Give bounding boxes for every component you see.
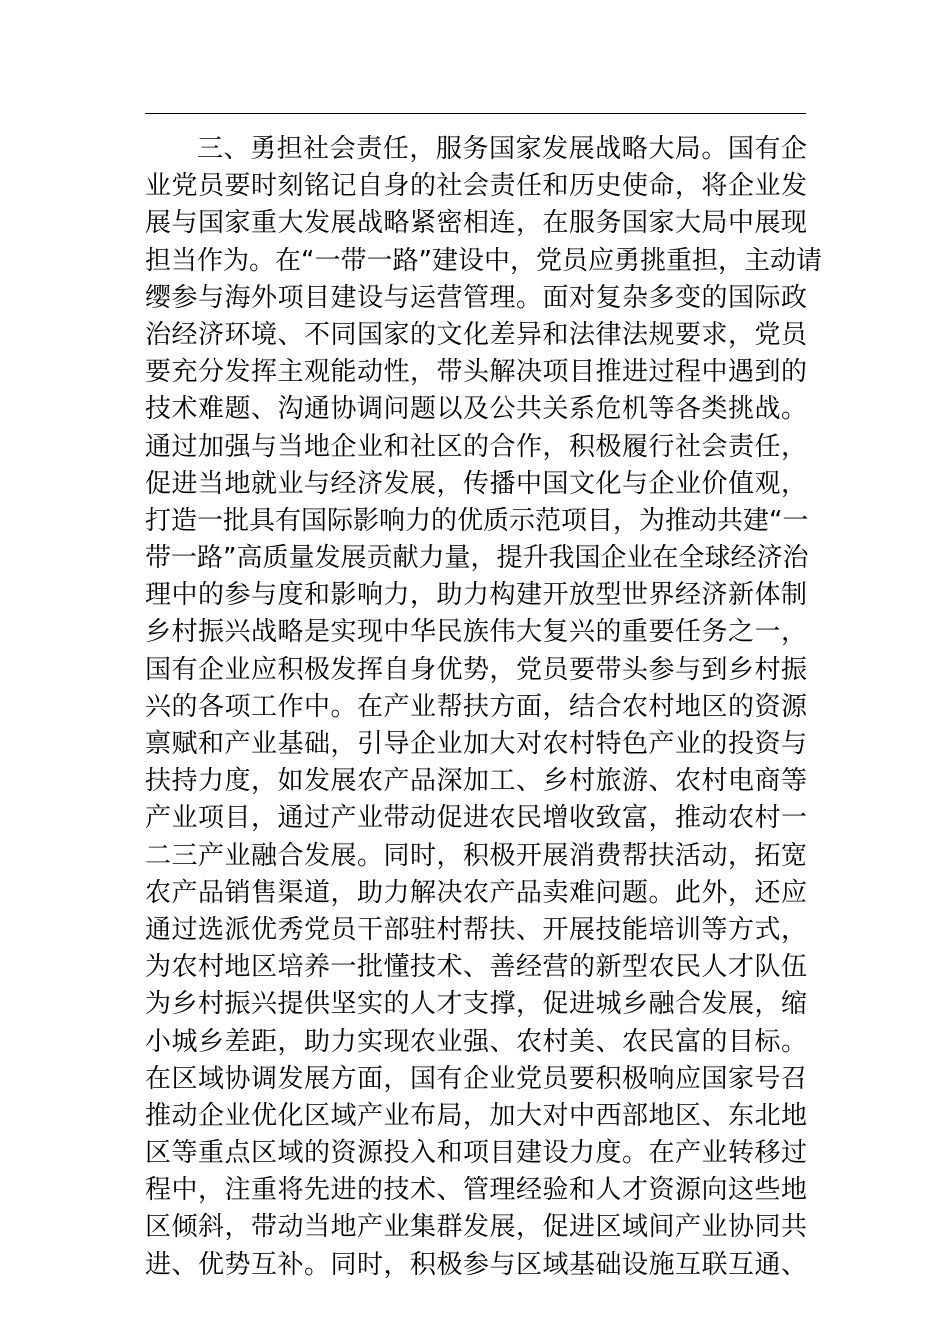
text-line: 展与国家重大发展战略紧密相连，在服务国家大局中展现 [145, 208, 807, 239]
text-line: 要充分发挥主观能动性，带头解决项目推进过程中遇到的 [145, 357, 807, 388]
text-line: 担当作为。在“一带一路”建设中，党员应勇挑重担，主动请 [145, 245, 822, 276]
text-line: 促进当地就业与经济发展，传播中国文化与企业价值观， [145, 468, 807, 499]
text-line: 打造一批具有国际影响力的优质示范项目，为推动共建“一 [145, 505, 809, 536]
text-line: 禀赋和产业基础，引导企业加大对农村特色产业的投资与 [145, 729, 807, 759]
text-line: 技术难题、沟通协调问题以及公共关系危机等各类挑战。 [145, 394, 807, 425]
text-line: 扶持力度，如发展农产品深加工、乡村旅游、农村电商等 [145, 766, 807, 797]
header-rule [145, 113, 806, 114]
text-line: 区倾斜，带动当地产业集群发展，促进区域间产业协同共 [145, 1212, 807, 1243]
text-line: 兴的各项工作中。在产业帮扶方面，结合农村地区的资源 [145, 691, 807, 722]
text-line: 缨参与海外项目建设与运营管理。面对复杂多变的国际政 [145, 282, 807, 313]
text-line: 区等重点区域的资源投入和项目建设力度。在产业转移过 [145, 1138, 807, 1169]
text-line: 小城乡差距，助力实现农业强、农村美、农民富的目标。 [145, 1026, 807, 1057]
text-line: 农产品销售渠道，助力解决农产品卖难问题。此外，还应 [145, 877, 807, 908]
text-line: 通过选派优秀党员干部驻村帮扶、开展技能培训等方式， [145, 914, 807, 945]
text-line: 治经济环境、不同国家的文化差异和法律法规要求，党员 [145, 319, 807, 350]
text-line: 在区域协调发展方面，国有企业党员要积极响应国家号召 [145, 1063, 807, 1094]
text-line: 为农村地区培养一批懂技术、善经营的新型农民人才队伍 [145, 952, 807, 983]
text-line: 带一路”高质量发展贡献力量，提升我国企业在全球经济治 [145, 543, 809, 574]
text-line: 程中，注重将先进的技术、管理经验和人才资源向这些地 [145, 1175, 807, 1206]
text-line: 理中的参与度和影响力，助力构建开放型世界经济新体制 [145, 580, 807, 611]
text-line: 通过加强与当地企业和社区的合作，积极履行社会责任， [145, 431, 807, 462]
text-line: 业党员要时刻铭记自身的社会责任和历史使命，将企业发 [145, 171, 807, 202]
text-line: 产业项目，通过产业带动促进农民增收致富，推动农村一 [145, 803, 807, 834]
text-line: 推动企业优化区域产业布局，加大对中西部地区、东北地 [145, 1100, 807, 1131]
text-line: 乡村振兴战略是实现中华民族伟大复兴的重要任务之一， [145, 617, 807, 648]
text-line: 二三产业融合发展。同时，积极开展消费帮扶活动，拓宽 [145, 840, 807, 871]
text-line: 进、优势互补。同时，积极参与区域基础设施互联互通、 [145, 1249, 807, 1280]
text-line: 三、勇担社会责任，服务国家发展战略大局。国有企 [197, 134, 807, 164]
body-text [145, 131, 822, 1284]
text-line: 为乡村振兴提供坚实的人才支撑，促进城乡融合发展，缩 [145, 989, 807, 1020]
text-line: 国有企业应积极发挥自身优势，党员要带头参与到乡村振 [145, 654, 807, 685]
